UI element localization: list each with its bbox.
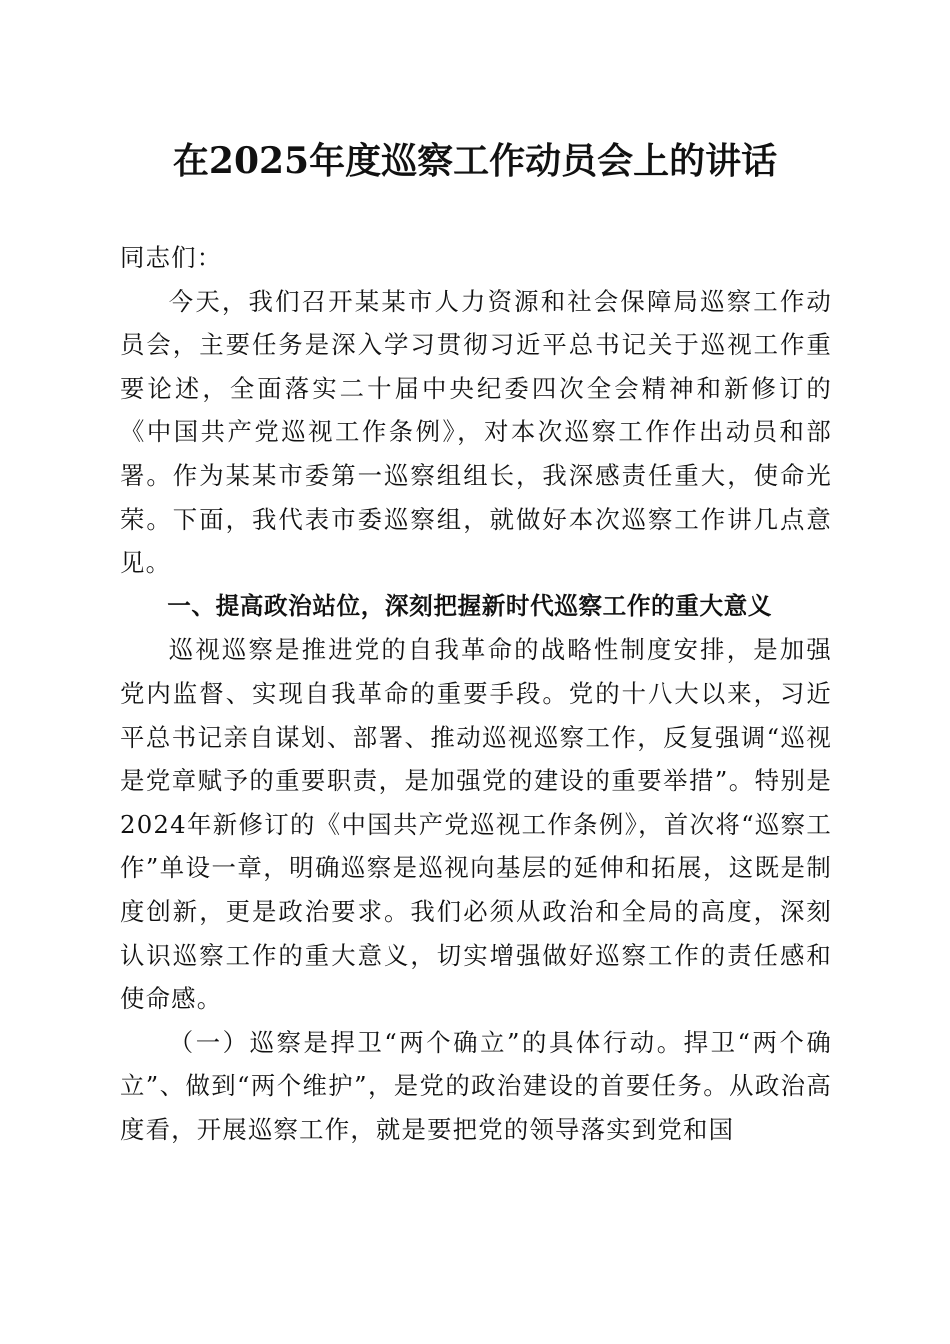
document-title: 在2025年度巡察工作动员会上的讲话 [172, 140, 778, 182]
document-body [120, 236, 832, 1151]
section-heading: 一、提高政治站位，深刻把握新时代巡察工作的重大意义 [167, 591, 773, 620]
section-paragraph: 巡视巡察是推进党的自我革命的战略性制度安排，是加强党内监督、实现自我革命的重要手段。党的十八大以来，习近平总书记亲自谋划、部署、推动巡视巡察工作，反复强调“巡视是党章赋予的重要职责，是加强党的建设的重要举措”。特别是2024年新修订的《中国共产党巡视工作条例》，首次将“巡察工作”单设一章，明确巡察是巡视向基层的延伸和拓展，这既是制度创新，更是政治要求。我们必须从政治和全局的高度，深刻认识巡察工作的重大意义，切实增强做好巡察工作的责任感和使命感。 [120, 635, 832, 1014]
salutation: 同志们： [120, 243, 223, 272]
opening-paragraph: 今天，我们召开某某市人力资源和社会保障局巡察工作动员会，主要任务是深入学习贯彻习近平总书记关于巡视工作重要论述，全面落实二十届中央纪委四次全会精神和新修订的《中国共产党巡视工作条例》，对本次巡察工作作出动员和部署。作为某某市委第一巡察组组长，我深感责任重大，使命光荣。下面，我代表市委巡察组，就做好本次巡察工作讲几点意见。 [120, 286, 832, 578]
subsection-paragraph: （一）巡察是捍卫“两个确立”的具体行动。捍卫“两个确立”、做到“两个维护”，是党的政治建设的首要任务。从政治高度看，开展巡察工作，就是要把党的领导落实到党和国 [120, 1027, 832, 1144]
